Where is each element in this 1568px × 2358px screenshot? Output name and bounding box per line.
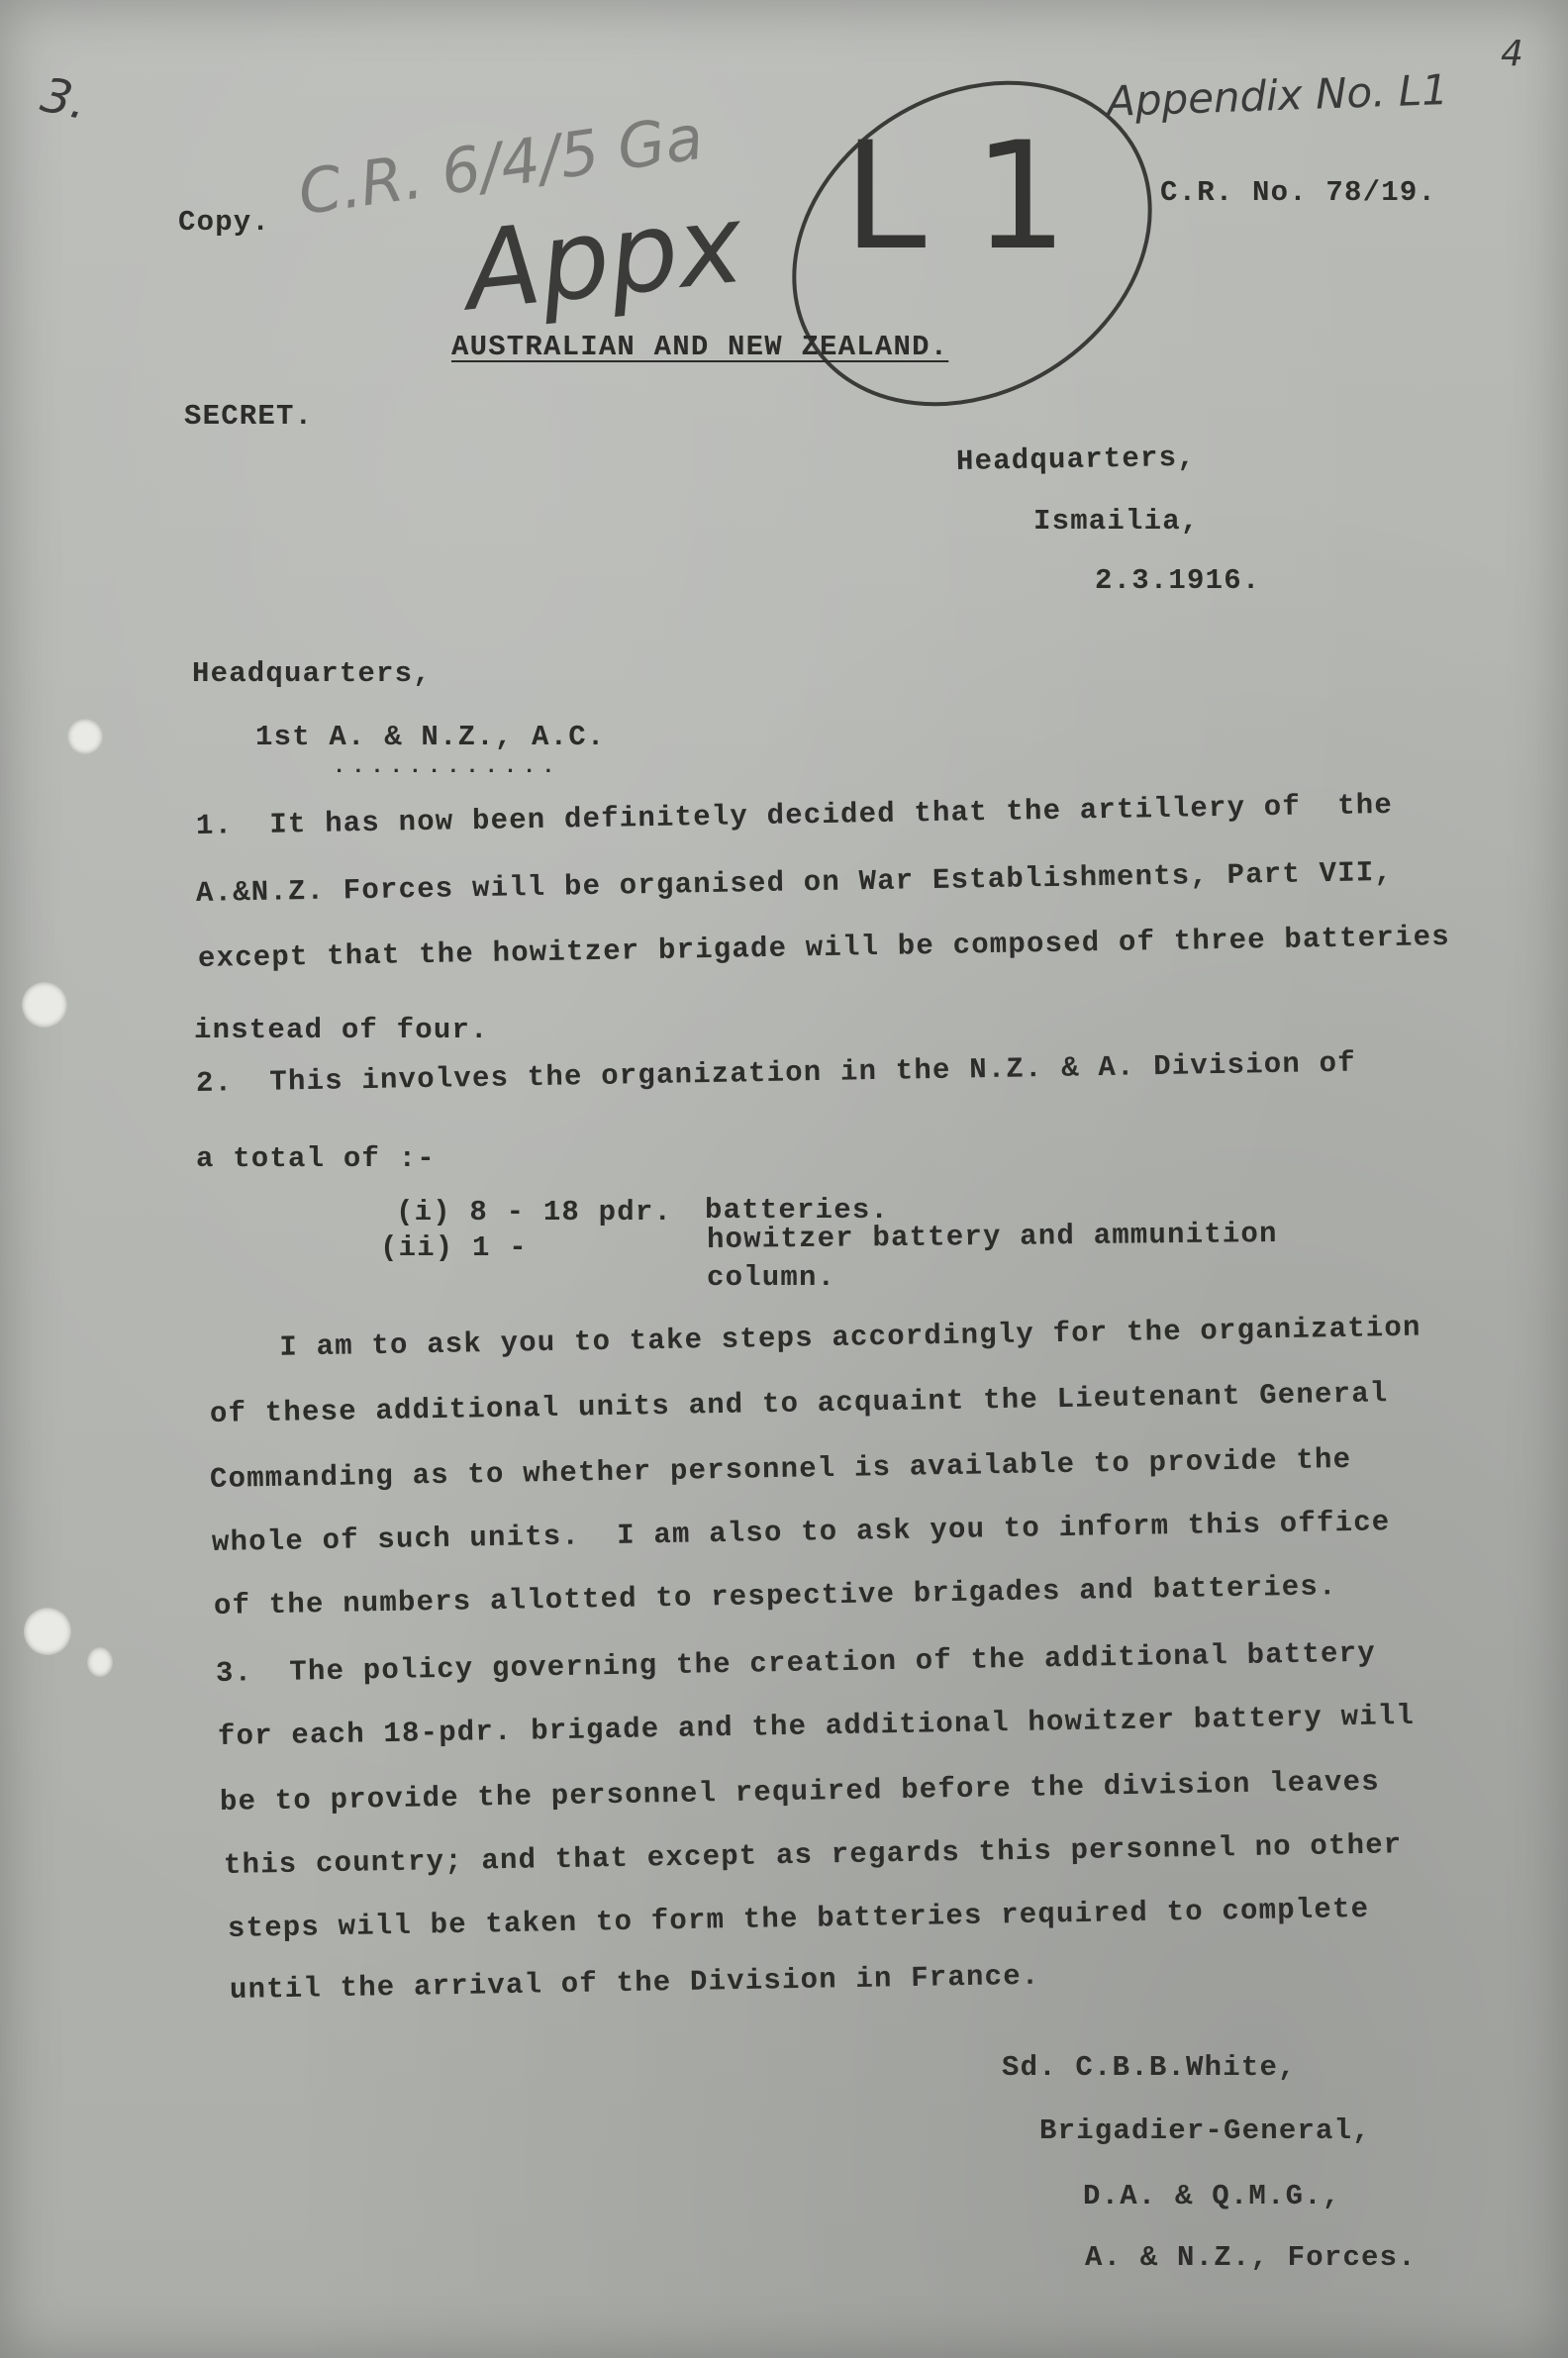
para3-line: of the numbers allotted to respective brigades and batteries. xyxy=(213,1570,1337,1622)
para1-line: A.&N.Z. Forces will be organised on War Establishments, Part VII, xyxy=(195,855,1394,910)
corner-page-mark: 3. xyxy=(36,66,93,132)
corner-folio-number: 4 xyxy=(1501,34,1523,74)
para4-line: this country; and that except as regards this personnel no other xyxy=(223,1828,1403,1882)
para3-line: I am to ask you to take steps accordingly for the organization xyxy=(205,1311,1421,1365)
signature-rank: Brigadier-General, xyxy=(1039,2114,1371,2147)
addressee-unit: 1st A. & N.Z., A.C. xyxy=(255,721,606,753)
cr-number: C.R. No. 78/19. xyxy=(1160,176,1437,209)
para3-line: Commanding as to whether personnel is available to provide the xyxy=(209,1442,1352,1496)
list-item-1-number: (i) 8 - 18 pdr. xyxy=(396,1196,673,1228)
signature-formation: A. & N.Z., Forces. xyxy=(1085,2241,1417,2274)
addressee-headquarters: Headquarters, xyxy=(192,657,432,690)
sender-headquarters: Headquarters, xyxy=(955,441,1197,478)
signature-name: Sd. C.B.B.White, xyxy=(1002,2051,1297,2084)
list-item-2-text: howitzer battery and ammunition xyxy=(706,1217,1278,1256)
para4-line: steps will be taken to form the batteries required to complete xyxy=(227,1892,1370,1945)
para4-line: 3. The policy governing the creation of the additional battery xyxy=(215,1636,1377,1690)
addressee-underline: ............ xyxy=(333,754,561,779)
para3-line: whole of such units. I am also to ask you to inform this office xyxy=(211,1506,1391,1559)
para4-line: until the arrival of the Division in France. xyxy=(229,1959,1040,2007)
para1-line: except that the howitzer brigade will be composed of three batteries xyxy=(197,920,1451,975)
sender-location: Ismailia, xyxy=(1033,505,1200,538)
para2-line: a total of :- xyxy=(196,1142,436,1175)
organisation-title: AUSTRALIAN AND NEW ZEALAND. xyxy=(451,331,949,363)
classification-secret: SECRET. xyxy=(184,400,314,433)
appendix-label: Appendix No. L1 xyxy=(1106,64,1449,127)
para3-line: of these additional units and to acquaint the Lieutenant General xyxy=(209,1377,1389,1430)
letter-date: 2.3.1916. xyxy=(1095,564,1261,597)
para2-line: 2. This involves the organization in the N.Z. & A. Division of xyxy=(195,1046,1357,1100)
para4-line: be to provide the personnel required before the division leaves xyxy=(219,1765,1381,1818)
para4-line: for each 18-pdr. brigade and the additional howitzer battery will xyxy=(217,1699,1416,1753)
stamp-letter: L 1 xyxy=(843,111,1068,283)
list-item-1-text: batteries. xyxy=(705,1194,890,1227)
para1-line: instead of four. xyxy=(194,1014,489,1046)
registry-scrawl: C.R. 6/4/5 Ga xyxy=(293,100,708,230)
list-item-2-number: (ii) 1 - xyxy=(380,1231,528,1264)
list-item-2-text-continued: column. xyxy=(707,1261,836,1294)
signature-appointment: D.A. & Q.M.G., xyxy=(1083,2180,1341,2212)
stamp-scrawl: Appx xyxy=(459,179,748,336)
copy-label: Copy. xyxy=(178,206,271,239)
para1-line: 1. It has now been definitely decided that the artillery of the xyxy=(195,788,1394,842)
